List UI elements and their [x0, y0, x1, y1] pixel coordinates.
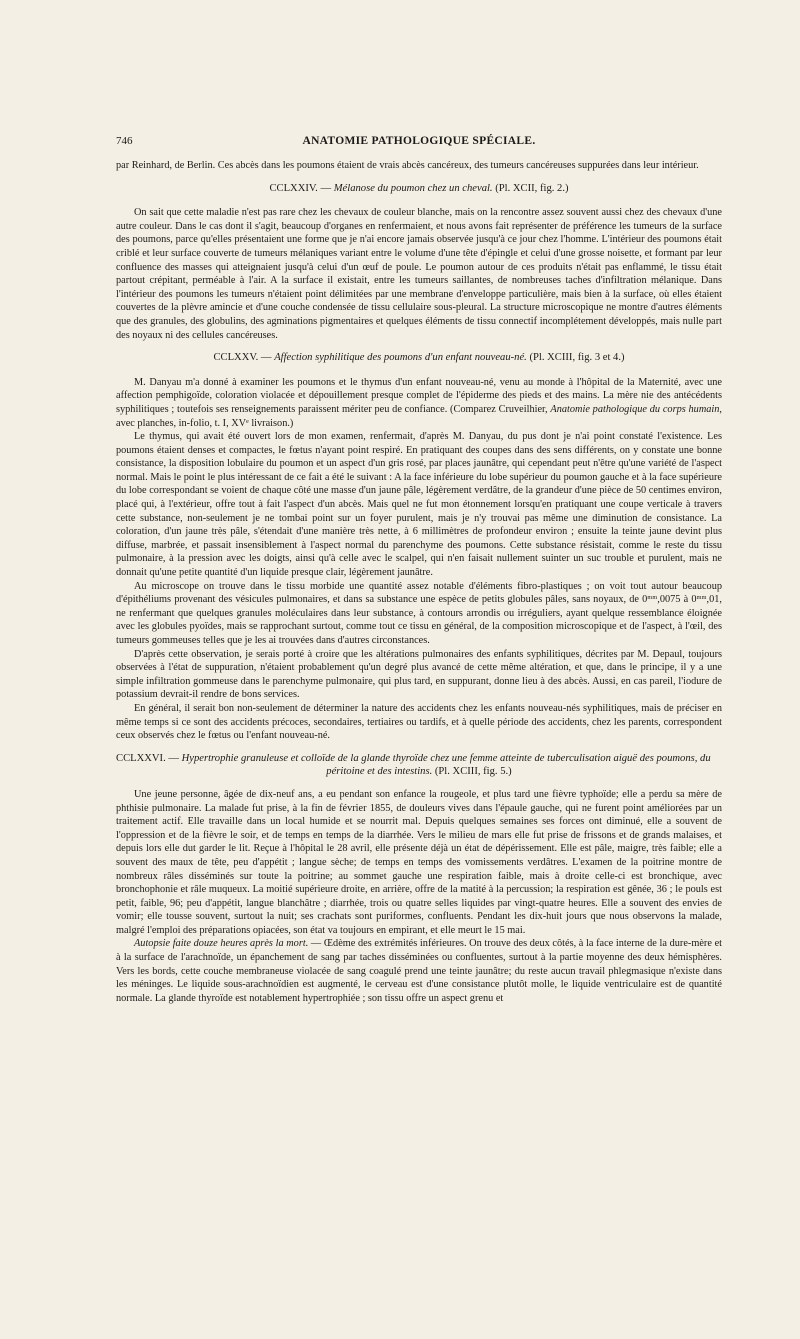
plate-reference: (Pl. XCII, fig. 2.)	[495, 182, 569, 194]
section-title-cclxxv	[116, 351, 722, 365]
section-title-cclxxvi	[116, 752, 722, 779]
paragraph: Le thymus, qui avait été ouvert lors de mon examen, renfermait, d'après M. Danyau, du pus dont je n'ai point constaté l'existence. Les poumons étaient denses et compactes, le fœtus n'ayant point respiré. En pratiquant des coupes dans des sens différents, on y constate une bonne consistance, la disposition lobulaire du poumon et un aspect d'un gris rosé, par places jaunâtre, qui cependant peut n'être qu'une variété de l'aspect normal. Mais le point le plus intéressant de ce fait a été le suivant : A la face inférieure du lobe supérieur du poumon gauche et à la face supérieure du lobe correspondant se voient de chaque côté une masse d'un jaune pâle, légèrement verdâtre, de la grandeur d'une pièce de 50 centimes environ, placé qui, à l'extérieur, offre tout à fait l'aspect d'un abcès. Mais quel ne fut mon étonnement lorsqu'en pratiquant une coupe verticale à travers cette substance, non-seulement je ne tombai point sur un foyer purulent, mais je n'y trouvai pas même une diminution de consistance. La coloration, d'un jaune très pâle, s'étendait d'une manière très nette, à 6 millimètres de profondeur environ ; ensuite la teinte jaune devint plus diffuse, marbrée, et passait insensiblement à l'aspect normal du parenchyme des poumons. Cette substance résistait, comme le reste du tissu pulmonaire, à la pression avec les doigts, ainsi qu'à celle avec le scalpel, qui n'en faisait nullement suinter un suc trouble et purulent, mais ne donnait qu'une petite quantité d'un liquide presque clair, légèrement jaunâtre.	[116, 431, 722, 579]
section-number: CCLXXIV. —	[269, 182, 332, 194]
paragraph-text: M. Danyau m'a donné à examiner les poumons et le thymus d'un enfant nouveau-né, venu au monde à l'hôpital de la Maternité, avec une affection pemphigoïde, coloration violacée et dépouillement presque complet de l'épiderme des pieds et des mains. La mère nie des antécédents syphilitiques ; toutefois ses renseignements paraissent mériter peu de confiance. (Comparez Cruveilhier,	[116, 376, 722, 415]
autopsy-heading: Autopsie faite douze heures après la mort.	[134, 938, 309, 950]
page-number: 746	[116, 135, 133, 147]
section-number: CCLXXV. —	[213, 352, 272, 364]
plate-reference: (Pl. XCIII, fig. 5.)	[434, 766, 512, 778]
running-head: ANATOMIE PATHOLOGIQUE SPÉCIALE.	[302, 135, 536, 147]
section-heading: Affection syphilitique des poumons d'un enfant nouveau-né.	[274, 352, 527, 364]
paragraph-text: — Œdème des extrémités inférieures. On trouve des deux côtés, à la face interne de la dure-mère et à la surface de l'arachnoïde, un épanchement de sang par taches disséminées ou confluentes, surtout à la partie moyenne des deux hémisphères. Vers les bords, cette couche membraneuse violacée de sang coagulé prend une teinte jaunâtre; du reste aucun travail phlegmasique n'existe dans les méninges. Le liquide sous-arachnoïdien est augmenté, le cerveau est d'une consistance plutôt molle, le liquide ventriculaire est de quantité normale. La glande thyroïde est notablement hypertrophiée ; son tissu offre un aspect grenu et	[116, 938, 722, 1004]
paragraph-text: , avec planches, in-folio, t. I, XVᵉ livraison.)	[116, 403, 722, 429]
paragraph	[116, 376, 722, 430]
section-heading: Mélanose du poumon chez un cheval.	[333, 182, 493, 194]
section-title-cclxxiv	[116, 182, 722, 196]
intro-paragraph: par Reinhard, de Berlin. Ces abcès dans les poumons étaient de vrais abcès cancéreux, des tumeurs cancéreuses suppurées dans leur intérieur.	[116, 160, 699, 171]
book-title: Anatomie pathologique du corps humain	[550, 403, 720, 415]
section-heading: Hypertrophie granuleuse et colloïde de la glande thyroïde chez une femme atteinte de tuberculisation aiguë des poumons, du	[181, 752, 711, 764]
section-number: CCLXXVI. —	[116, 752, 179, 764]
paragraph: Au microscope on trouve dans le tissu morbide une quantité assez notable d'éléments fibro-plastiques ; on voit tout autour beaucoup d'épithéliums provenant des vésicules pulmonaires, et dans sa substance une espèce de petits globules pâles, sans noyaux, de 0ᵐᵐ,0075 à 0ᵐᵐ,01, ne renfermant que quelques granules moléculaires dans leur substance, à contours arrondis ou irréguliers, ayant quelque ressemblance éloignée avec les globules pyoïdes, mais se rapprochant surtout, comme tout ce tissu en général, de la composition microscopique et de l'aspect, à l'œil, des tumeurs gommeuses telles que je les ai trouvées dans d'autres circonstances.	[116, 580, 722, 646]
page-header	[116, 135, 722, 151]
paragraph	[116, 937, 722, 1005]
section-heading-continued	[116, 765, 722, 779]
body-text	[116, 159, 722, 1005]
paragraph: En général, il serait bon non-seulement de déterminer la nature des accidents chez les enfants nouveau-nés syphilitiques, mais de préciser en même temps si ce sont des accidents précoces, secondaires, tertiaires ou tardifs, et à quelle période des accidents, chez les parents, correspondent ceux observés chez le fœtus ou l'enfant nouveau-né.	[116, 702, 722, 742]
section-heading: péritoine et des intestins.	[326, 766, 433, 778]
paragraph: On sait que cette maladie n'est pas rare chez les chevaux de couleur blanche, mais on la rencontre assez souvent aussi chez des chevaux d'une autre couleur. Dans le cas dont il s'agit, beaucoup d'organes en renfermaient, et nous avons fait représenter de préférence les tumeurs de la surface des poumons, parce qu'elles présentaient une forme que je n'ai encore jamais observée jusqu'à ce jour chez l'homme. L'intérieur des poumons était criblé et leur surface couverte de tumeurs mélaniques variant entre le volume d'une tête d'épingle et celui d'une grosse noisette, et formant par leur confluence des masses qui atteignaient jusqu'à celui d'un œuf de poule. Le poumon autour de ces produits n'était pas enflammé, le tissu était partout crépitant, perméable à l'air. A la surface il existait, entre les tumeurs saillantes, de nombreuses taches d'infiltration mélanique. Dans l'intérieur des poumons les tumeurs n'étaient point délimitées par une membrane d'enveloppe particulière, mais bien à la surface, où elles étaient couvertes de la plèvre amincie et d'une couche condensée de tissu cellulaire sous-pleural. La structure microscopique ne montre d'autres éléments que des granules, des globulins, des agminations pigmentaires et quelques éléments de tissu connectif incomplétement développés, mais nulle part des noyaux ni des cellules cancéreuses.	[116, 207, 722, 341]
paragraph: Une jeune personne, âgée de dix-neuf ans, a eu pendant son enfance la rougeole, et plus tard une fièvre typhoïde; elle a perdu sa mère de phthisie pulmonaire. La malade fut prise, à la fin de février 1855, de douleurs vives dans l'épaule gauche, qui ne furent point améliorées par un traitement actif. Elle travaille dans un local humide et se nourrit mal. Depuis quelques semaines ses forces ont diminué, elle a souvent de l'oppression et de la fièvre le soir, et de temps en temps de la diarrhée. Vers le milieu de mars elle fut prise de frissons et de grands malaises, et depuis lors elle dut garder le lit. Reçue à l'hôpital le 28 avril, elle présente déjà un état de dépérissement. Elle est pâle, maigre, très faible; elle a souvent des maux de tête, peu d'appétit ; langue sèche; de temps en temps des vomissements verdâtres. L'examen de la poitrine montre de nombreux râles disséminés sur toute la poitrine; au sommet gauche une respiration faible, mais à droite celle-ci est bronchique, avec bronchophonie et râle muqueux. La moitié supérieure droite, en arrière, offre de la matité à la percussion; la respiration est gênée, 36 ; le pouls est petit, faible, 96; peu d'appétit, langue blanchâtre ; diarrhée, trois ou quatre selles liquides par vingt-quatre heures. Elle a souvent des envies de vomir; elle tousse souvent, surtout la nuit; ses crachats sont puriformes, confluents. Pendant les dix-huit jours que nous observons la malade, malgré l'emploi des préparations opiacées, son état va toujours en empirant, et elle meurt le 15 mai.	[116, 788, 722, 936]
paragraph: D'après cette observation, je serais porté à croire que les altérations pulmonaires des enfants syphilitiques, décrites par M. Depaul, toujours observées à l'état de suppuration, n'étaient probablement qu'un degré plus avancé de cette même altération, et que, dans le principe, il y a une simple infiltration gommeuse dans le parenchyme pulmonaire, qui plus tard, en suppurant, donne lieu à des abcès. Aussi, en cas pareil, l'iodure de potassium devrait-il rendre de bons services.	[116, 648, 722, 701]
plate-reference: (Pl. XCIII, fig. 3 et 4.)	[529, 352, 625, 364]
